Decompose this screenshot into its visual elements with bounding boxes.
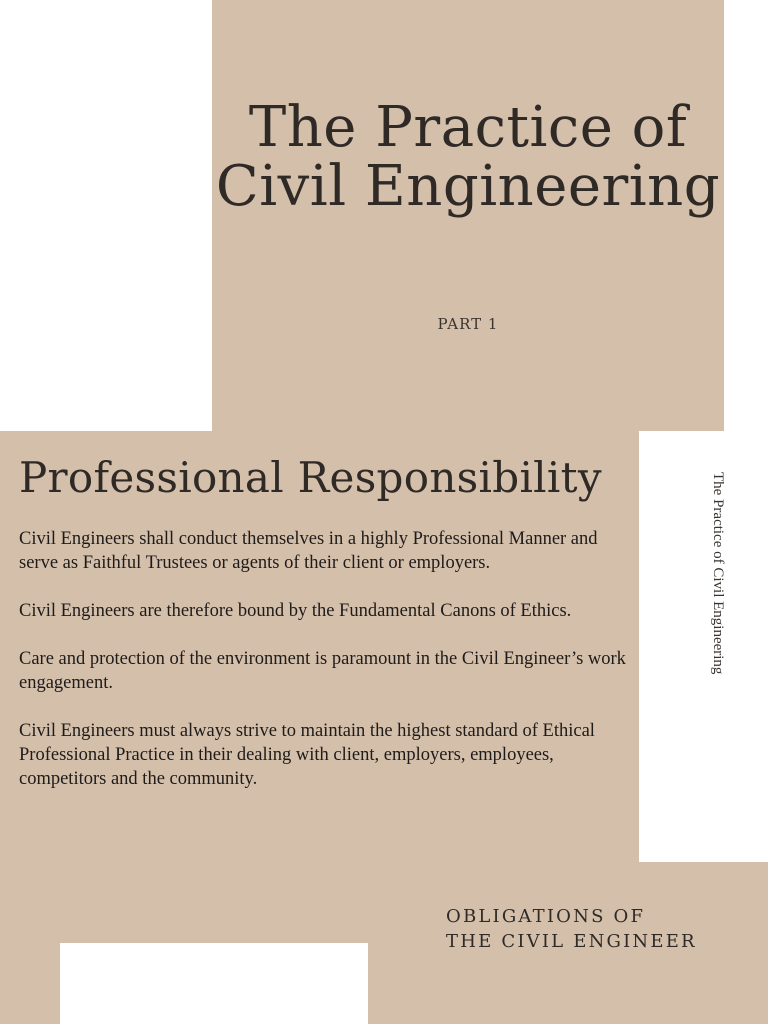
obligations-line-2: THE CIVIL ENGINEER [446, 931, 697, 952]
paragraph: Civil Engineers are therefore bound by the Fundamental Canons of Ethics. [19, 601, 572, 621]
part-label: PART 1 [437, 315, 499, 333]
paragraph: Civil Engineers must always strive to maintain the highest standard of Ethical Professional Practice in their dealing with client, employers, employees, competitors and the community. [19, 721, 595, 789]
section-heading: Professional Responsibility [19, 453, 602, 502]
cover-title: The Practice of Civil Engineering [215, 95, 721, 219]
obligations-line-1: OBLIGATIONS OF [446, 906, 646, 927]
paragraph: Care and protection of the environment is paramount in the Civil Engineer’s work engagement. [19, 649, 626, 693]
obligations-label [446, 904, 746, 954]
section-body [19, 527, 634, 815]
paragraph: Civil Engineers shall conduct themselves in a highly Professional Manner and serve as Faithful Trustees or agents of their client or employers. [19, 529, 598, 573]
side-vertical-label: The Practice of Civil Engineering [710, 472, 726, 675]
bottom-white-panel [60, 943, 368, 1024]
